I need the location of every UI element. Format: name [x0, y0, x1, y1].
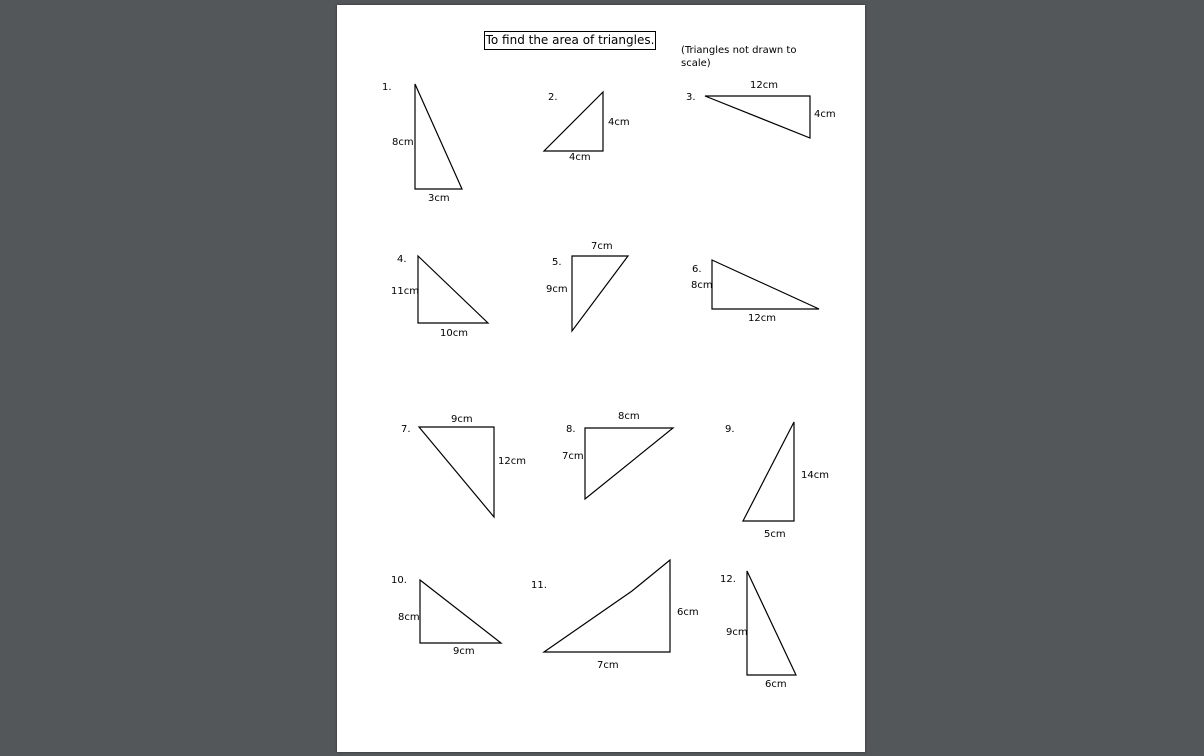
triangle-8	[585, 428, 673, 499]
triangle-12	[747, 571, 796, 675]
side-label: 8cm	[618, 411, 640, 422]
side-label: 7cm	[562, 451, 584, 462]
side-label: 4cm	[608, 117, 630, 128]
side-label: 5cm	[764, 529, 786, 540]
problem-number-7: 7.	[401, 424, 411, 435]
worksheet-title: To find the area of triangles.	[484, 31, 656, 50]
problem-number-3: 3.	[686, 92, 696, 103]
side-label: 4cm	[814, 109, 836, 120]
side-label: 14cm	[801, 470, 829, 481]
side-label: 8cm	[398, 612, 420, 623]
problem-number-5: 5.	[552, 257, 562, 268]
side-label: 10cm	[440, 328, 468, 339]
side-label: 12cm	[498, 456, 526, 467]
side-label: 12cm	[748, 313, 776, 324]
side-label: 9cm	[546, 284, 568, 295]
side-label: 9cm	[726, 627, 748, 638]
triangle-9	[743, 422, 794, 521]
problem-number-6: 6.	[692, 264, 702, 275]
side-label: 6cm	[765, 679, 787, 690]
side-label: 6cm	[677, 607, 699, 618]
triangle-6	[712, 260, 819, 309]
side-label: 7cm	[591, 241, 613, 252]
side-label: 9cm	[451, 414, 473, 425]
problem-number-8: 8.	[566, 424, 576, 435]
problem-number-1: 1.	[382, 82, 392, 93]
side-label: 7cm	[597, 660, 619, 671]
side-label: 4cm	[569, 152, 591, 163]
triangle-7	[419, 427, 494, 517]
triangle-1	[415, 84, 462, 189]
side-label: 12cm	[750, 80, 778, 91]
side-label: 8cm	[691, 280, 713, 291]
side-label: 11cm	[391, 286, 419, 297]
triangle-11	[544, 560, 670, 652]
scale-note: (Triangles not drawn to scale)	[681, 45, 797, 69]
problem-number-12: 12.	[720, 574, 736, 585]
problem-number-10: 10.	[391, 575, 407, 586]
side-label: 8cm	[392, 137, 414, 148]
side-label: 9cm	[453, 646, 475, 657]
problem-number-11: 11.	[531, 580, 547, 591]
triangle-3	[705, 96, 810, 138]
problem-number-9: 9.	[725, 424, 735, 435]
problem-number-4: 4.	[397, 254, 407, 265]
problem-number-2: 2.	[548, 92, 558, 103]
triangle-4	[418, 256, 488, 323]
side-label: 3cm	[428, 193, 450, 204]
triangle-5	[572, 256, 628, 331]
triangle-10	[420, 580, 501, 643]
